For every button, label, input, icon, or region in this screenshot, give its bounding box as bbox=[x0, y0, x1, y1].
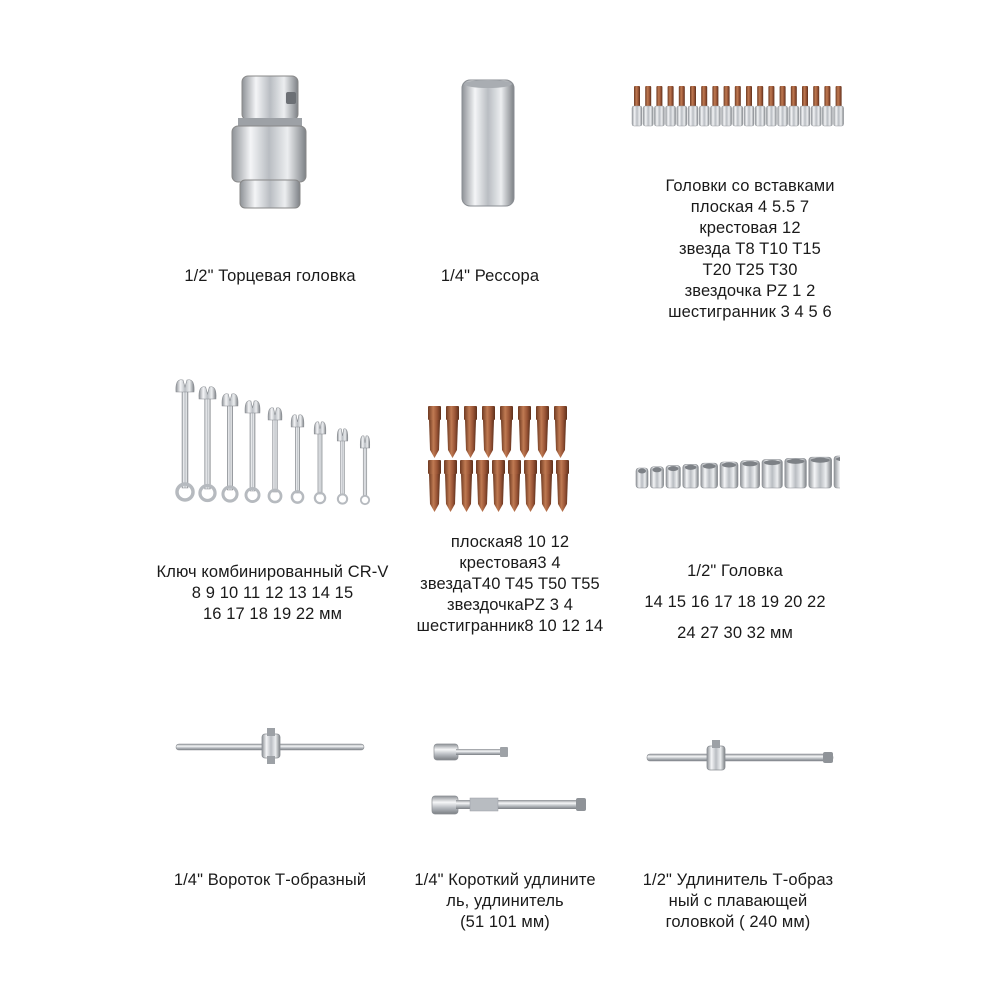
bit bbox=[460, 460, 473, 512]
sockets-caption: 1/2" Головка 14 15 16 17 18 19 20 22 24 27 30 32 мм bbox=[644, 562, 826, 642]
sockets-row-image bbox=[634, 450, 840, 490]
bit-socket bbox=[811, 86, 821, 126]
bit bbox=[518, 406, 531, 458]
socket bbox=[809, 457, 832, 488]
socket bbox=[740, 461, 759, 488]
wrenches-caption: Ключ комбинированный CR-V 8 9 10 11 12 13 14 15 16 17 18 19 22 мм bbox=[156, 563, 389, 623]
socket bbox=[834, 456, 840, 488]
bit bbox=[444, 460, 457, 512]
adapter-socket-caption: 1/2" Торцевая головка bbox=[184, 267, 356, 285]
bit-socket bbox=[654, 86, 664, 126]
wrench bbox=[268, 408, 282, 502]
socket bbox=[720, 462, 738, 488]
bit bbox=[446, 406, 459, 458]
socket bbox=[636, 468, 648, 488]
wrench bbox=[176, 380, 194, 500]
bit bbox=[428, 460, 441, 512]
bit-socket bbox=[778, 86, 788, 126]
socket bbox=[785, 458, 807, 488]
bit-sockets-row-image bbox=[630, 84, 845, 128]
bits-set-image bbox=[424, 404, 574, 516]
wrench bbox=[222, 394, 238, 501]
bit bbox=[482, 406, 495, 458]
bit-socket bbox=[677, 86, 687, 126]
bit bbox=[524, 460, 537, 512]
bit-holder-caption: 1/4" Рессора bbox=[440, 267, 540, 285]
bits-set-caption: плоская8 10 12 крестовая3 4 звездаT40 T45 T50 T55 звездочкаPZ 3 4 шестигранник8 10 12 14 bbox=[416, 533, 604, 635]
bit-socket bbox=[766, 86, 776, 126]
wrench bbox=[314, 422, 326, 503]
bit bbox=[492, 460, 505, 512]
bit-socket bbox=[800, 86, 810, 126]
bit-socket bbox=[666, 86, 676, 126]
bit-socket bbox=[643, 86, 653, 126]
wrench bbox=[199, 387, 216, 501]
bit bbox=[428, 406, 441, 458]
bit-socket bbox=[744, 86, 754, 126]
wrench bbox=[337, 429, 348, 504]
bit bbox=[476, 460, 489, 512]
bit-socket bbox=[699, 86, 709, 126]
bit bbox=[540, 460, 553, 512]
bit-socket bbox=[733, 86, 743, 126]
bit-socket bbox=[632, 86, 642, 126]
bit bbox=[536, 406, 549, 458]
adapter-socket-image bbox=[228, 72, 310, 212]
sliding-t-bar-caption: 1/2" Удлинитель Т-образ ный с плавающей головкой ( 240 мм) bbox=[642, 871, 834, 931]
socket bbox=[701, 463, 718, 488]
extension-bars-image bbox=[430, 740, 590, 820]
sliding-t-bar-image bbox=[645, 738, 837, 778]
bit bbox=[554, 406, 567, 458]
bit-socket bbox=[722, 86, 732, 126]
bit-socket bbox=[789, 86, 799, 126]
extensions-caption: 1/4" Короткий удлините ль, удлинитель (51 101 мм) bbox=[414, 871, 596, 931]
bit bbox=[500, 406, 513, 458]
socket bbox=[683, 464, 699, 488]
wrench bbox=[245, 401, 260, 502]
t-handle-image bbox=[174, 726, 366, 766]
combination-wrenches-image bbox=[165, 372, 380, 512]
bit-socket bbox=[688, 86, 698, 126]
wrench bbox=[360, 436, 369, 504]
bit-socket bbox=[710, 86, 720, 126]
bit-socket bbox=[755, 86, 765, 126]
bit-sockets-caption: Головки со вставками плоская 4 5.5 7 крестовая 12 звезда T8 T10 T15 T20 T25 T30 звездочка PZ 1 2 шестигранник 3 4 5 6 bbox=[665, 177, 835, 321]
bit-holder-image bbox=[460, 76, 516, 210]
bit bbox=[464, 406, 477, 458]
bit-socket bbox=[822, 86, 832, 126]
bit-socket bbox=[834, 86, 844, 126]
socket bbox=[762, 460, 782, 488]
wrench bbox=[291, 415, 304, 503]
bit bbox=[508, 460, 521, 512]
socket bbox=[666, 466, 680, 488]
t-handle-caption: 1/4" Вороток Т-образный bbox=[173, 871, 367, 889]
bit bbox=[556, 460, 569, 512]
socket bbox=[650, 467, 663, 488]
